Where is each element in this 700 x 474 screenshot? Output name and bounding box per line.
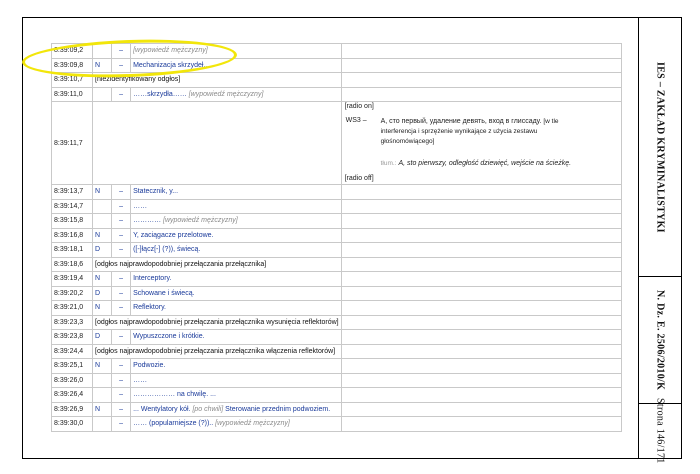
empty-cell	[341, 257, 621, 272]
empty-cell	[341, 185, 621, 200]
utterance-text	[131, 402, 342, 417]
dash-separator: –	[112, 402, 131, 417]
utterance-comment: [wypowiedź mężczyzny]	[188, 90, 264, 98]
table-row	[52, 199, 622, 214]
dash-separator: –	[112, 359, 131, 374]
timestamp: 8:39:13,7	[52, 185, 93, 200]
radio-off-marker: [radio off]	[344, 175, 374, 182]
utterance: Podwozie.	[133, 362, 166, 370]
empty-cell	[341, 87, 621, 102]
dash-separator: –	[112, 87, 131, 102]
sound-note: [niezidentyfikowany odgłos]	[93, 73, 342, 88]
speaker-code: N	[93, 359, 112, 374]
radio-block	[344, 102, 619, 184]
transcript-area	[23, 18, 639, 458]
timestamp: 8:39:20,2	[52, 286, 93, 301]
timestamp: 8:39:23,3	[52, 315, 93, 330]
table-row	[52, 58, 622, 73]
ws-russian-text: А, сто первый, удаление девять, вход в глиссаду.	[380, 118, 542, 125]
dash-separator: –	[112, 272, 131, 287]
empty-cell	[341, 286, 621, 301]
empty-cell	[341, 228, 621, 243]
speaker-code	[93, 417, 112, 432]
dash-separator: –	[112, 417, 131, 432]
dash-separator: –	[112, 185, 131, 200]
utterance: ……	[133, 376, 148, 384]
timestamp: 8:39:10,7	[52, 73, 93, 88]
dash-separator: –	[112, 214, 131, 229]
empty-cell	[341, 301, 621, 316]
empty-cell	[341, 214, 621, 229]
empty-cell	[341, 330, 621, 345]
dash-separator: –	[112, 388, 131, 403]
utterance: Interceptory.	[133, 275, 172, 283]
table-row	[52, 388, 622, 403]
sidebar	[639, 18, 681, 464]
utterance-text	[131, 214, 342, 229]
utterance: Reflektory.	[133, 304, 166, 312]
empty-cell	[341, 272, 621, 287]
utterance: ([-]łącz[-] (?)), świecą.	[133, 246, 201, 254]
table-row	[52, 402, 622, 417]
sound-note: [odgłos najprawdopodobniej przełączania przełącznika wysunięcia reflektorów]	[93, 315, 342, 330]
table-row	[52, 214, 622, 229]
table-row	[52, 301, 622, 316]
speaker-code	[93, 373, 112, 388]
table-row	[52, 344, 622, 359]
sidebar-page-box	[639, 398, 681, 464]
timestamp: 8:39:09,2	[52, 44, 93, 59]
institution-label: IES – ZAKŁAD KRYMINALISTYKI	[654, 61, 666, 233]
timestamp: 8:39:24,4	[52, 344, 93, 359]
table-row	[52, 286, 622, 301]
sidebar-case-box	[639, 277, 681, 404]
utterance: Y, zaciągacze przelotowe.	[133, 231, 214, 239]
timestamp: 8:39:26,0	[52, 373, 93, 388]
table-row	[52, 243, 622, 258]
sound-note: [odgłos najprawdopodobniej przełączania przełącznika]	[93, 257, 342, 272]
dash-separator: –	[112, 228, 131, 243]
page-number: Strona 146/171	[654, 398, 666, 464]
utterance: ……………… na chwilę. ...	[133, 391, 216, 399]
utterance-text	[131, 301, 342, 316]
timestamp: 8:39:30,0	[52, 417, 93, 432]
table-row	[52, 102, 622, 185]
table-row	[52, 373, 622, 388]
sound-note: [odgłos najprawdopodobniej przełączania przełącznika włączenia reflektorów]	[93, 344, 342, 359]
utterance-text	[131, 417, 342, 432]
timestamp: 8:39:11,7	[52, 102, 93, 185]
utterance: …………	[133, 217, 162, 225]
utterance-text	[131, 388, 342, 403]
utterance-text	[131, 286, 342, 301]
utterance-text	[131, 44, 342, 59]
timestamp: 8:39:09,8	[52, 58, 93, 73]
utterance-continued: Sterowanie przednim podwoziem.	[225, 405, 331, 413]
dash-separator: –	[112, 286, 131, 301]
utterance: ……	[133, 202, 148, 210]
speaker-code	[93, 44, 112, 59]
table-row	[52, 257, 622, 272]
ws-translation	[381, 160, 571, 167]
dash-separator: –	[112, 373, 131, 388]
page-frame	[22, 17, 682, 464]
radio-transmission-cell	[341, 102, 621, 185]
empty-cell	[341, 44, 621, 59]
empty-cell	[341, 402, 621, 417]
timestamp: 8:39:15,8	[52, 214, 93, 229]
utterance: Mechanizacja skrzydeł...	[133, 61, 210, 69]
utterance-text	[131, 58, 342, 73]
empty-cell	[341, 388, 621, 403]
empty-cell	[341, 199, 621, 214]
utterance-text	[131, 228, 342, 243]
timestamp: 8:39:25,1	[52, 359, 93, 374]
ws-utterance	[381, 117, 591, 147]
timestamp: 8:39:18,1	[52, 243, 93, 258]
speaker-code: N	[93, 185, 112, 200]
speaker-code: N	[93, 301, 112, 316]
utterance-comment: [wypowiedź mężczyzny]	[133, 47, 208, 55]
utterance: ……skrzydła……	[133, 90, 187, 98]
empty-cell	[93, 102, 342, 185]
speaker-code: D	[93, 243, 112, 258]
utterance-comment: [wypowiedź mężczyzny]	[163, 217, 238, 225]
utterance-comment: [wypowiedź mężczyzny]	[215, 420, 290, 428]
speaker-code: N	[93, 228, 112, 243]
utterance-text	[131, 359, 342, 374]
speaker-code: D	[93, 330, 112, 345]
translation-label: tłum.:	[380, 160, 397, 167]
table-row	[52, 315, 622, 330]
utterance-comment: [po chwili]	[192, 405, 224, 413]
dash-separator: –	[112, 243, 131, 258]
empty-cell	[341, 417, 621, 432]
timestamp: 8:39:16,8	[52, 228, 93, 243]
table-row	[52, 44, 622, 59]
utterance-text	[131, 373, 342, 388]
dash-separator: –	[112, 301, 131, 316]
speaker-code: N	[93, 58, 112, 73]
utterance-text	[131, 330, 342, 345]
table-row	[52, 185, 622, 200]
speaker-code	[93, 388, 112, 403]
timestamp: 8:39:26,9	[52, 402, 93, 417]
timestamp: 8:39:26,4	[52, 388, 93, 403]
table-row	[52, 73, 622, 88]
table-row	[52, 330, 622, 345]
utterance: Wypuszczone i krótkie.	[133, 333, 205, 341]
timestamp: 8:39:23,8	[52, 330, 93, 345]
empty-cell	[341, 344, 621, 359]
dash-separator: –	[112, 199, 131, 214]
table-row	[52, 272, 622, 287]
utterance-text	[131, 199, 342, 214]
ws-note: [w tle interferencja i sprzężenie wynikające z użycia zestawu głośnomówiącego]	[380, 118, 559, 145]
utterance-text	[131, 185, 342, 200]
timestamp: 8:39:11,0	[52, 87, 93, 102]
empty-cell	[341, 359, 621, 374]
dash-separator: –	[112, 44, 131, 59]
empty-cell	[341, 73, 621, 88]
table-row	[52, 359, 622, 374]
speaker-code: N	[93, 272, 112, 287]
speaker-code: D	[93, 286, 112, 301]
utterance: Statecznik, y...	[133, 188, 179, 196]
utterance: Schowane i świecą.	[133, 289, 195, 297]
table-row	[52, 417, 622, 432]
translation-text: A, sto pierwszy, odległość dziewięć, wejście na ścieżkę.	[398, 160, 572, 167]
speaker-code: N	[93, 402, 112, 417]
speaker-code	[93, 214, 112, 229]
utterance-text	[131, 87, 342, 102]
speaker-code	[93, 87, 112, 102]
utterance: ... Wentylatory kół.	[133, 405, 191, 413]
speaker-code	[93, 199, 112, 214]
empty-cell	[341, 315, 621, 330]
ws-speaker: WS3 –	[345, 117, 367, 124]
radio-on-marker: [radio on]	[344, 103, 374, 110]
dash-separator: –	[112, 330, 131, 345]
empty-cell	[341, 373, 621, 388]
dash-separator: –	[112, 58, 131, 73]
transcript-table	[51, 43, 622, 432]
utterance: …… (popularniejsze (?))..	[133, 420, 214, 428]
table-row	[52, 87, 622, 102]
sidebar-institution-box	[639, 18, 681, 277]
timestamp: 8:39:21,0	[52, 301, 93, 316]
timestamp: 8:39:19,4	[52, 272, 93, 287]
table-row	[52, 228, 622, 243]
timestamp: 8:39:18,6	[52, 257, 93, 272]
timestamp: 8:39:14,7	[52, 199, 93, 214]
empty-cell	[341, 243, 621, 258]
case-number: N. Dz. E. 2506/2010/K	[654, 289, 666, 391]
utterance-text	[131, 243, 342, 258]
utterance-text	[131, 272, 342, 287]
empty-cell	[341, 58, 621, 73]
